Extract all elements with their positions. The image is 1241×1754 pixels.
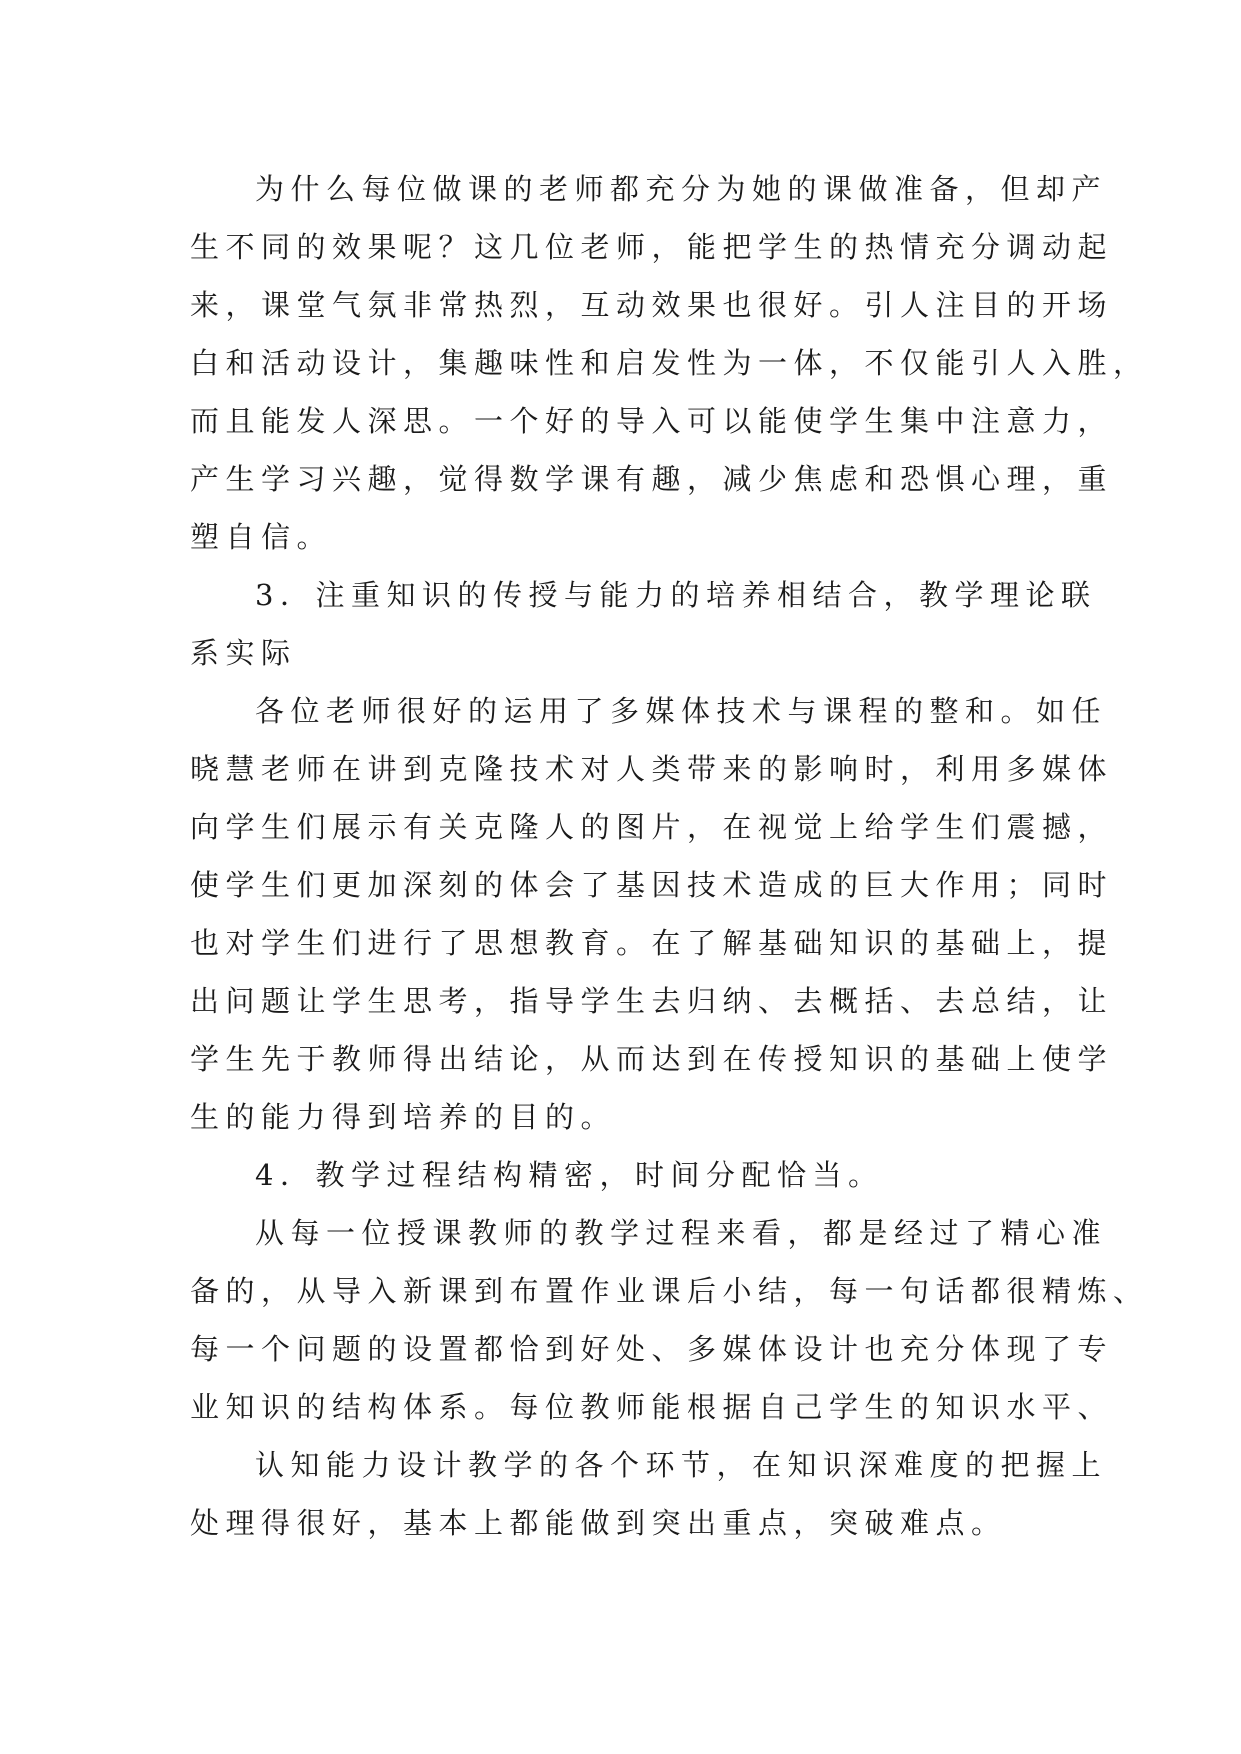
text-line: 为什么每位做课的老师都充分为她的课做准备，但却产 — [255, 172, 1108, 206]
text-line: 而且能发人深思。一个好的导入可以能使学生集中注意力， — [190, 404, 1114, 438]
text-line: 学生先于教师得出结论，从而达到在传授知识的基础上使学 — [190, 1042, 1114, 1076]
text-line: 系实际 — [190, 636, 297, 670]
text-line: 出问题让学生思考，指导学生去归纳、去概括、去总结，让 — [190, 984, 1114, 1018]
text-line: 白和活动设计，集趣味性和启发性为一体，不仅能引人入胜， — [190, 346, 1149, 380]
text-line: 使学生们更加深刻的体会了基因技术造成的巨大作用；同时 — [190, 868, 1114, 902]
text-line: 来，课堂气氛非常热烈，互动效果也很好。引人注目的开场 — [190, 288, 1114, 322]
text-line: 也对学生们进行了思想教育。在了解基础知识的基础上，提 — [190, 926, 1114, 960]
text-line: 各位老师很好的运用了多媒体技术与课程的整和。如任 — [255, 694, 1108, 728]
document-body — [190, 160, 1149, 1552]
text-line: 每一个问题的设置都恰到好处、多媒体设计也充分体现了专 — [190, 1332, 1114, 1366]
text-line: 晓慧老师在讲到克隆技术对人类带来的影响时，利用多媒体 — [190, 752, 1114, 786]
text-line: 认知能力设计教学的各个环节，在知识深难度的把握上 — [255, 1448, 1108, 1482]
text-line: 向学生们展示有关克隆人的图片，在视觉上给学生们震撼， — [190, 810, 1114, 844]
text-line: 生不同的效果呢？这几位老师，能把学生的热情充分调动起 — [190, 230, 1114, 264]
text-line: 3．注重知识的传授与能力的培养相结合，教学理论联 — [255, 578, 1097, 612]
text-line: 从每一位授课教师的教学过程来看，都是经过了精心准 — [255, 1216, 1108, 1250]
text-line: 生的能力得到培养的目的。 — [190, 1100, 617, 1134]
text-line: 处理得很好，基本上都能做到突出重点，突破难点。 — [190, 1506, 1007, 1540]
text-line: 业知识的结构体系。每位教师能根据自己学生的知识水平、 — [190, 1390, 1114, 1424]
text-line: 塑自信。 — [190, 520, 333, 554]
text-line: 备的，从导入新课到布置作业课后小结，每一句话都很精炼、 — [190, 1274, 1149, 1308]
text-line: 4．教学过程结构精密，时间分配恰当。 — [255, 1158, 884, 1192]
text-line: 产生学习兴趣，觉得数学课有趣，减少焦虑和恐惧心理，重 — [190, 462, 1114, 496]
